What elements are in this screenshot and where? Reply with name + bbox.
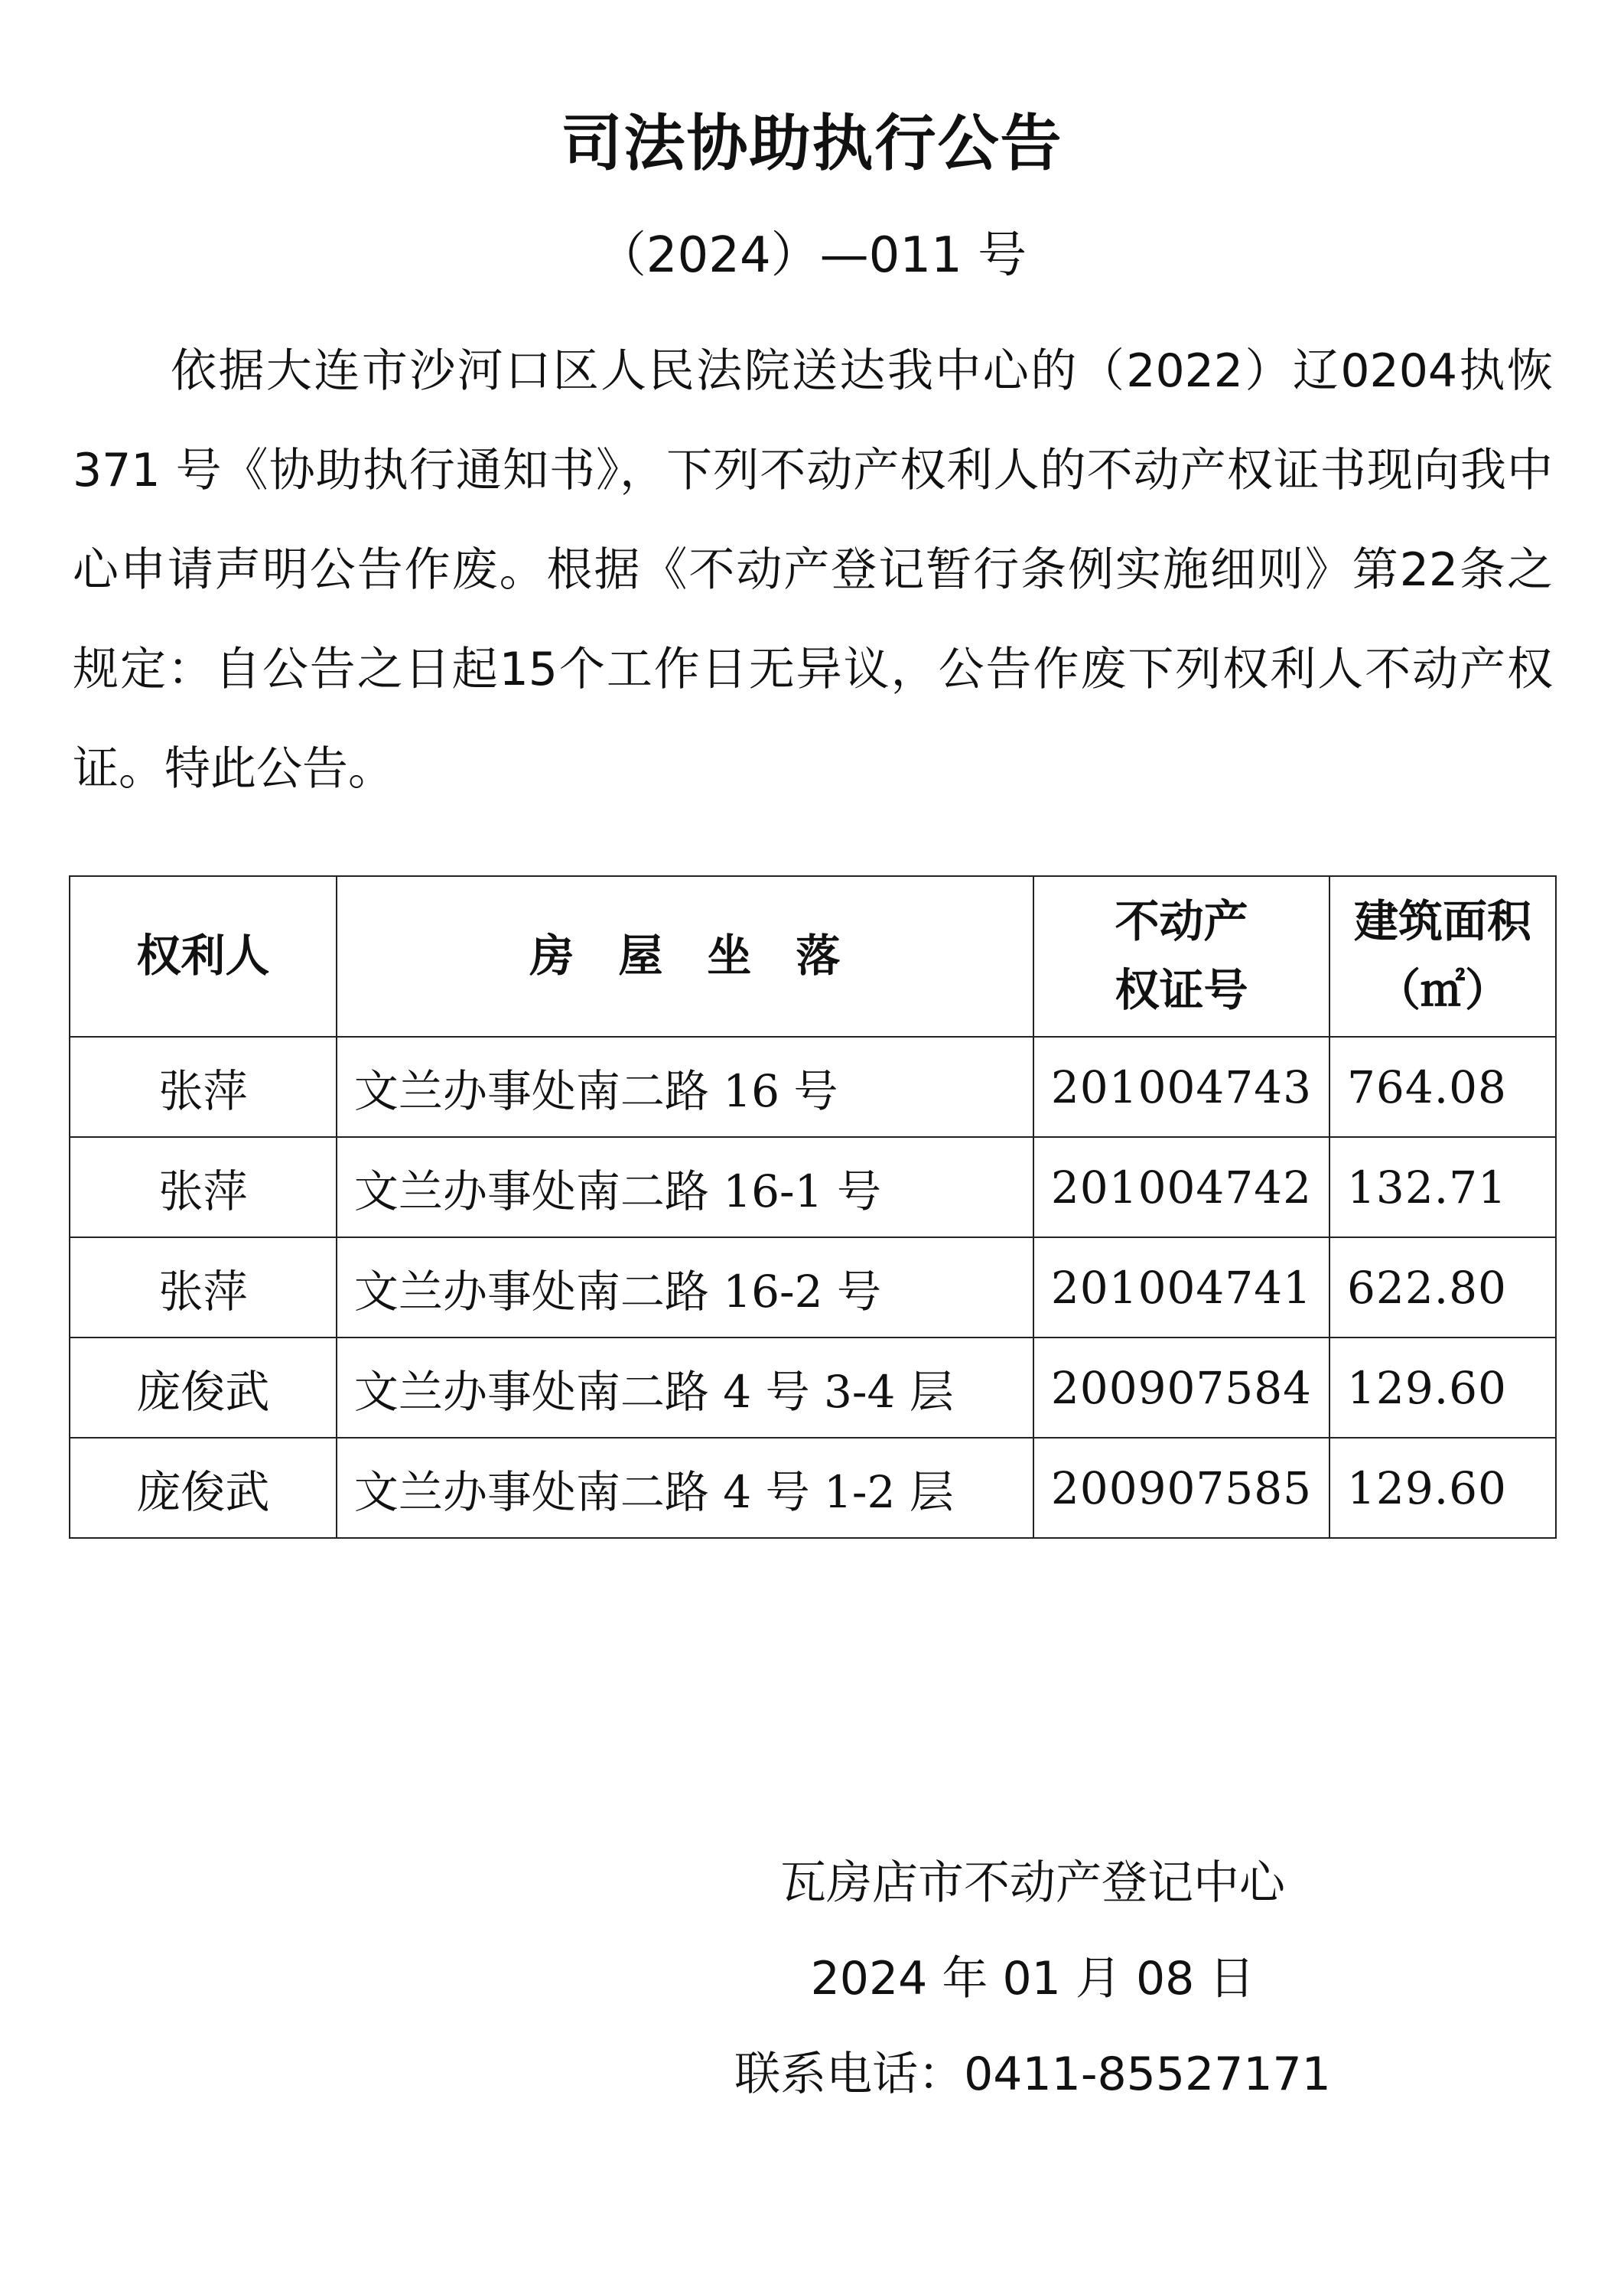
cell-location: 文兰办事处南二路 16-1 号	[337, 1137, 1033, 1237]
cell-location: 文兰办事处南二路 4 号 3-4 层	[337, 1338, 1033, 1438]
cell-location: 文兰办事处南二路 4 号 1-2 层	[337, 1438, 1033, 1538]
header-area-line1: 建筑面积	[1354, 895, 1532, 948]
cell-cert-number: 201004741	[1033, 1237, 1329, 1338]
cell-area: 764.08	[1329, 1037, 1556, 1137]
document-number: （2024）—011 号	[597, 227, 1027, 284]
header-area	[1329, 876, 1556, 1037]
header-owner	[70, 876, 337, 1037]
issue-date: 2024 年 01 月 08 日	[810, 1952, 1255, 2005]
header-location	[337, 876, 1033, 1037]
cell-location: 文兰办事处南二路 16 号	[337, 1037, 1033, 1137]
cell-owner: 张萍	[70, 1037, 337, 1137]
cell-area: 132.71	[1329, 1137, 1556, 1237]
header-cert-line1: 不动产	[1115, 895, 1248, 948]
header-owner-label: 权利人	[136, 930, 270, 982]
notice-body: 依据大连市沙河口区人民法院送达我中心的（2022）辽0204执恢 371 号《协助执行通知书》，下列不动产权利人的不动产权证书现向我中心申请声明公告作废。根据《不动产登记暂行条例实施细则》第22条之规定：自公告之日起15个工作日无异议，公告作废下列权利人不动产权证。特此公告。	[73, 344, 1553, 796]
cell-cert-number: 200907585	[1033, 1438, 1329, 1538]
header-area-line2: （㎡）	[1376, 964, 1510, 1016]
header-cert-line2: 权证号	[1115, 964, 1248, 1016]
cell-location: 文兰办事处南二路 16-2 号	[337, 1237, 1033, 1338]
contact-phone: 联系电话：0411-85527171	[734, 2048, 1331, 2101]
page-title: 司法协助执行公告	[561, 108, 1063, 179]
table-row	[70, 1438, 1556, 1538]
header-cert-number	[1033, 876, 1329, 1037]
cell-area: 129.60	[1329, 1338, 1556, 1438]
cell-owner: 张萍	[70, 1137, 337, 1237]
cell-area: 129.60	[1329, 1438, 1556, 1538]
issuing-organization: 瓦房店市不动产登记中心	[780, 1856, 1285, 1910]
table-row	[70, 1338, 1556, 1438]
header-location-label: 房 屋 坐 落	[529, 930, 841, 982]
table-row	[70, 1237, 1556, 1338]
table-row	[70, 1037, 1556, 1137]
certificate-table	[69, 875, 1557, 1539]
table-header-row	[70, 876, 1556, 1037]
cell-owner: 庞俊武	[70, 1438, 337, 1538]
cell-cert-number: 200907584	[1033, 1338, 1329, 1438]
cell-owner: 庞俊武	[70, 1338, 337, 1438]
cell-cert-number: 201004743	[1033, 1037, 1329, 1137]
cell-area: 622.80	[1329, 1237, 1556, 1338]
cell-cert-number: 201004742	[1033, 1137, 1329, 1237]
table-row	[70, 1137, 1556, 1237]
cell-owner: 张萍	[70, 1237, 337, 1338]
